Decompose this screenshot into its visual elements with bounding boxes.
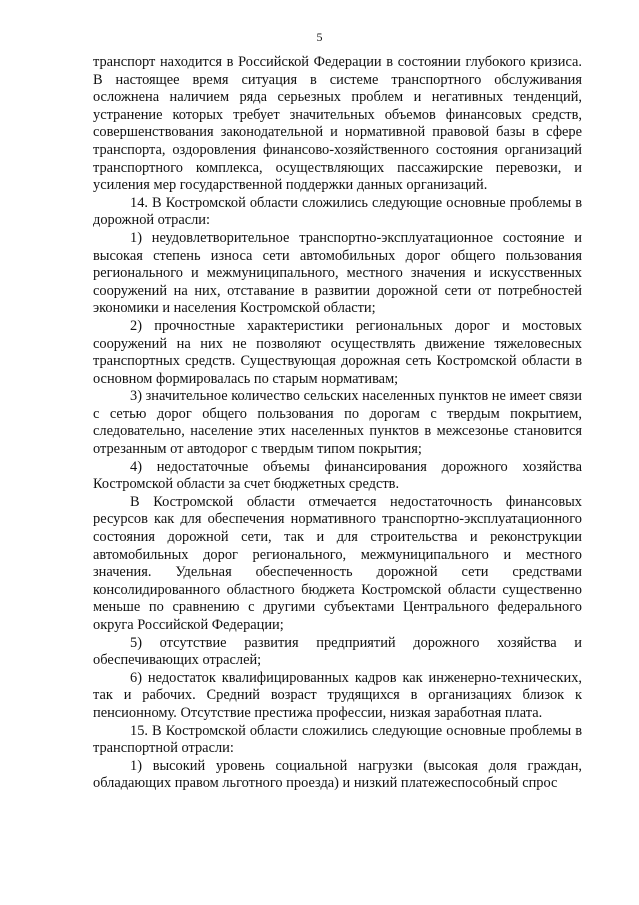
paragraph-14-road-problems: 14. В Костромской области сложились следующие основные проблемы в дорожной отрасли:	[93, 194, 582, 229]
list-item-road-1: 1) неудовлетворительное транспортно-эксплуатационное состояние и высокая степень износа сети автомобильных дорог общего пользования регионального и межмуниципального, местного значения и искусственных сооружений на них, отставание в развитии дорожной сети от потребностей экономики и населения Костромской области;	[93, 229, 582, 317]
document-body	[93, 54, 582, 793]
list-item-road-3: 3) значительное количество сельских населенных пунктов не имеет связи с сетью дорог общего пользования по дорогам с твердым покрытием, следовательно, население этих населенных пунктов в межсезонье становится отрезанным от автодорог с твердым типом покрытия;	[93, 388, 582, 458]
list-item-road-5: 5) отсутствие развития предприятий дорожного хозяйства и обеспечивающих отраслей;	[93, 634, 582, 669]
list-item-road-2: 2) прочностные характеристики региональных дорог и мостовых сооружений на них не позволяют осуществлять движение тяжеловесных транспортных средств. Существующая дорожная сеть Костромской области в основном формировалась по старым нормативам;	[93, 317, 582, 387]
page-number: 5	[316, 30, 323, 44]
list-item-road-4: 4) недостаточные объемы финансирования дорожного хозяйства Костромской области за счет бюджетных средств.	[93, 458, 582, 493]
paragraph-15-transport-problems: 15. В Костромской области сложились следующие основные проблемы в транспортной отрасли:	[93, 722, 582, 757]
paragraph-crisis: транспорт находится в Российской Федерации в состоянии глубокого кризиса. В настоящее время ситуация в системе транспортного обслуживания осложнена наличием ряда серьезных проблем и негативных тенденций, устранение которых требует значительных объемов финансовых средств, совершенствования законодательной и нормативной правовой базы в сфере транспорта, оздоровления финансово-хозяйственного состояния организаций транспортного комплекса, осуществляющих пассажирские перевозки, и усиления мер государственной поддержки данных организаций.	[93, 54, 582, 194]
list-item-transport-1: 1) высокий уровень социальной нагрузки (высокая доля граждан, обладающих правом льготного проезда) и низкий платежеспособный спрос	[93, 757, 582, 792]
paragraph-financing: В Костромской области отмечается недостаточность финансовых ресурсов как для обеспечения нормативного транспортно-эксплуатационного состояния дорожной сети, так и для строительства и реконструкции автомобильных дорог регионального, межмуниципального и местного значения. Удельная обеспеченность дорожной сети средствами консолидированного областного бюджета Костромской области существенно меньше по сравнению с другими субъектами Центрального федерального округа Российской Федерации;	[93, 493, 582, 633]
list-item-road-6: 6) недостаток квалифицированных кадров как инженерно-технических, так и рабочих. Средний возраст трудящихся в организациях близок к пенсионному. Отсутствие престижа профессии, низкая заработная плата.	[93, 669, 582, 721]
